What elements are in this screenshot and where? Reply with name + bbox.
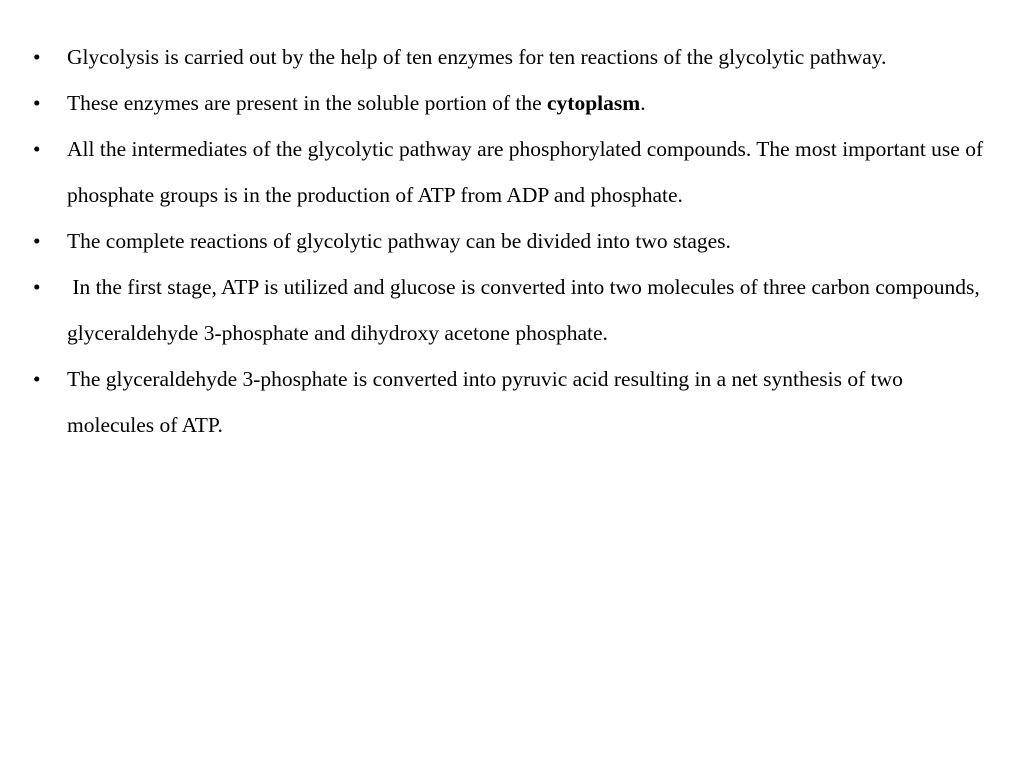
bullet-text: These enzymes are present in the soluble portion of the bbox=[67, 91, 548, 115]
bullet-text: The complete reactions of glycolytic pathway can be divided into two stages. bbox=[67, 229, 731, 253]
bullet-item-5 bbox=[33, 264, 993, 356]
bullet-icon: • bbox=[33, 229, 41, 253]
bullet-item-4 bbox=[33, 218, 993, 264]
bullet-icon: • bbox=[33, 367, 41, 391]
bullet-list bbox=[33, 34, 993, 448]
bullet-item-1 bbox=[33, 34, 993, 80]
bullet-item-3 bbox=[33, 126, 993, 218]
bullet-text-end: . bbox=[640, 91, 646, 115]
bullet-item-2 bbox=[33, 80, 993, 126]
bullet-icon: • bbox=[33, 137, 41, 161]
bullet-text: In the first stage, ATP is utilized and glucose is converted into two molecules of three carbon compounds, glyceraldehyde 3-phosphate and dihydroxy acetone phosphate. bbox=[67, 275, 986, 345]
bullet-text: All the intermediates of the glycolytic pathway are phosphorylated compounds. The most important use of phosphate groups is in the production of ATP from ADP and phosphate. bbox=[67, 137, 984, 207]
bullet-icon: • bbox=[33, 91, 41, 115]
bullet-text: Glycolysis is carried out by the help of ten enzymes for ten reactions of the glycolytic pathway. bbox=[67, 45, 887, 69]
bullet-emphasis-cytoplasm: cytoplasm bbox=[547, 91, 641, 115]
bullet-icon: • bbox=[33, 45, 41, 69]
bullet-item-6 bbox=[33, 356, 993, 448]
bullet-icon: • bbox=[33, 275, 41, 299]
bullet-text: The glyceraldehyde 3-phosphate is converted into pyruvic acid resulting in a net synthesis of two molecules of ATP. bbox=[67, 367, 903, 437]
